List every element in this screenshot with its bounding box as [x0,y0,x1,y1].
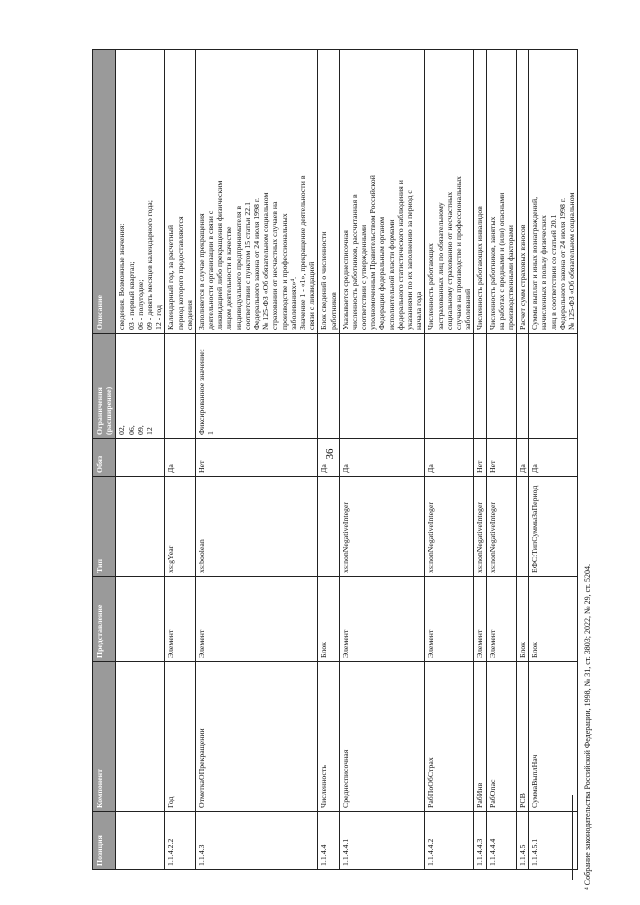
description-line: Блок сведений о численности [319,231,329,330]
header-constraints: Ограничения (расширение) [93,334,116,439]
cell-description [339,50,425,334]
cell-position: 1.1.4.4.3 [474,812,486,870]
cell-required: Да [318,439,339,477]
cell-position [116,812,165,870]
cell-description [116,50,165,334]
cell-representation: Блок [318,577,339,662]
table-row [425,50,474,870]
cell-component: ОтметкаОПрекращении [195,662,317,812]
cell-component: Среднесписочная [339,662,425,812]
cell-constraints [486,334,517,439]
description-line: указаниями по их заполнению за период с [405,190,414,330]
cell-representation: Элемент [425,577,474,662]
table-row [318,50,339,870]
cell-representation: Блок [529,577,578,662]
cell-position: 1.1.4.4.2 [425,812,474,870]
description-line: индивидуального предпринимателя в [233,205,243,330]
description-line: заболеваний [463,288,473,330]
description-line: Федерации федеральным органом [377,216,387,330]
cell-constraints [318,334,339,439]
table-row [474,50,486,870]
header-type: Тип [93,477,116,577]
cell-required: Нет [195,439,317,477]
cell-representation: Элемент [339,577,425,662]
cell-description [318,50,339,334]
specification-table [92,49,578,870]
cell-required: Да [517,439,529,477]
description-line: сведения [184,300,194,330]
cell-required [116,439,165,477]
description-line: 03 - первый квартал; [126,261,136,330]
description-line: 09 - девять месяцев календарного года; [144,200,154,330]
cell-constraints [474,334,486,439]
table-row [116,50,165,870]
description-line: страховании от несчастных случаев на [270,201,280,330]
description-line: заболеваниях»⁴. [288,276,298,330]
constraints-line: 02, [117,425,127,435]
table-header-row [93,50,116,870]
header-component: Компонент [93,662,116,812]
description-line: соответствии с пунктом 15 статьи 22.1 [242,202,252,330]
constraints-line: 1 [206,431,216,435]
description-line: период которого предоставляются [175,216,185,330]
cell-required: Нет [486,439,517,477]
table-row [529,50,578,870]
cell-constraints [425,334,474,439]
cell-component: РабОпас [486,662,517,812]
footnote: ⁴ Собрание законодательства Российской Федерации, 1998, № 31, ст. 3803; 2022, № 29, ст. 5204. [583,563,592,890]
cell-constraints [195,334,317,439]
table-row [195,50,317,870]
description-line: на работах с вредными и (или) опасными [496,192,506,330]
cell-representation [116,577,165,662]
cell-type [116,477,165,577]
description-line: Федерального закона от 24 июля 1998 г. [252,197,261,330]
page-number: 36 [324,448,336,460]
description-line: ликвидацией либо прекращения физическим [215,180,225,330]
cell-position: 1.1.4.4.4 [486,812,517,870]
description-line: застрахованных лиц по обязательному [435,202,445,330]
cell-description [425,50,474,334]
description-line: Суммы выплат и иных вознаграждений, [530,196,540,330]
description-line: соответствии с утвержденными [359,224,369,330]
cell-type: ЕФС:ТипСуммыЗаПериод [529,477,578,577]
table-row [339,50,425,870]
cell-type: xs:nonNegativeInteger [339,477,425,577]
description-line: работников [328,292,338,330]
cell-type: xs:nonNegativeInteger [486,477,517,577]
cell-constraints [165,334,196,439]
cell-representation: Элемент [195,577,317,662]
cell-representation: Элемент [165,577,196,662]
constraints-line: 06, [126,425,136,435]
rotated-table-wrapper [92,50,612,870]
cell-component: РабПоОбСтрах [425,662,474,812]
description-line: Заполняется в случае прекращения [196,213,206,330]
cell-component: РСВ [517,662,529,812]
constraints-line: 09, [135,425,145,435]
description-line: Федерального закона от 24 июля 1998 г. [557,197,567,330]
cell-required: Нет [474,439,486,477]
description-line: производственными факторами [505,225,515,330]
cell-description [517,50,529,334]
description-line: случаев на производстве и профессиональных [453,176,463,330]
description-line: социальному страхованию от несчастных [444,191,454,330]
cell-representation: Элемент [474,577,486,662]
table-row [486,50,517,870]
description-line: № 125-ФЗ «Об обязательном социальном [261,192,271,330]
cell-description [529,50,578,334]
cell-type: xs:boolean [195,477,317,577]
cell-position: 1.1.4.4 [318,812,339,870]
footnote-rule [572,795,573,880]
header-representation: Представление [93,577,116,662]
cell-representation: Элемент [486,577,517,662]
table-body [116,50,578,870]
cell-position: 1.1.4.3 [195,812,317,870]
description-line: численность работников, рассчитанная в [349,194,359,330]
cell-constraints [529,334,578,439]
cell-required: Да [165,439,196,477]
cell-position: 1.1.4.2.2 [165,812,196,870]
header-description: Описание [93,50,116,334]
cell-type [517,477,529,577]
cell-constraints [116,334,165,439]
header-required: Обяз [93,439,116,477]
description-line: Численность работников, занятых [487,216,497,330]
cell-position: 1.1.4.5.1 [529,812,578,870]
cell-type: xs:nonNegativeInteger [474,477,486,577]
description-line: производстве и профессиональных [279,213,289,330]
description-line: Расчет сумм страховых взносов [518,224,528,330]
description-line: № 125-ФЗ «Об обязательном социальном [567,192,576,330]
cell-description [165,50,196,334]
description-line: исполнительной власти формами [386,219,396,330]
cell-type [318,477,339,577]
cell-description [474,50,486,334]
header-position: Позиция [93,812,116,870]
description-line: начисленных в пользу физических [539,215,549,330]
description-line: лиц в соответствии со статьей 20.1 [548,214,558,330]
description-line: 12 - год [154,305,164,330]
cell-constraints [517,334,529,439]
description-line: Значение 1 - «1», прекращение деятельности в [297,175,307,330]
cell-description [195,50,317,334]
cell-component: СуммаВыплНач [529,662,578,812]
cell-position: 1.1.4.4.1 [339,812,425,870]
description-line: 06 - полугодие; [135,279,145,330]
description-line: уполномоченным Правительством Российской [368,175,378,330]
cell-position: 1.1.4.5 [517,812,529,870]
cell-component: Численность [318,662,339,812]
cell-type: xs:gYear [165,477,196,577]
description-line: федерального статистического наблюдения и [395,180,405,330]
description-line: сведения. Возможные значения: [117,223,127,330]
description-line: лицом деятельности в качестве [224,226,234,330]
description-line: связи с ликвидацией [307,261,317,330]
constraints-line: Фиксированное значение: [196,349,206,435]
description-line: деятельности организации в связи с [206,210,216,330]
cell-description [486,50,517,334]
description-line: Численность работающих инвалидов [475,206,485,330]
table-row [517,50,529,870]
cell-required: Да [529,439,578,477]
constraints-line: 12 [144,427,154,435]
description-line: начала года [414,291,424,330]
description-line: Численность работающих [426,243,436,330]
description-line: Указывается среднесписочная [340,230,350,330]
cell-component: РабИнв [474,662,486,812]
cell-representation: Блок [517,577,529,662]
cell-component: Год [165,662,196,812]
cell-constraints [339,334,425,439]
cell-type: xs:nonNegativeInteger [425,477,474,577]
cell-component [116,662,165,812]
cell-required: Да [339,439,425,477]
cell-required: Да [425,439,474,477]
table-row [165,50,196,870]
description-line: Календарный год, за расчетный [166,224,176,330]
